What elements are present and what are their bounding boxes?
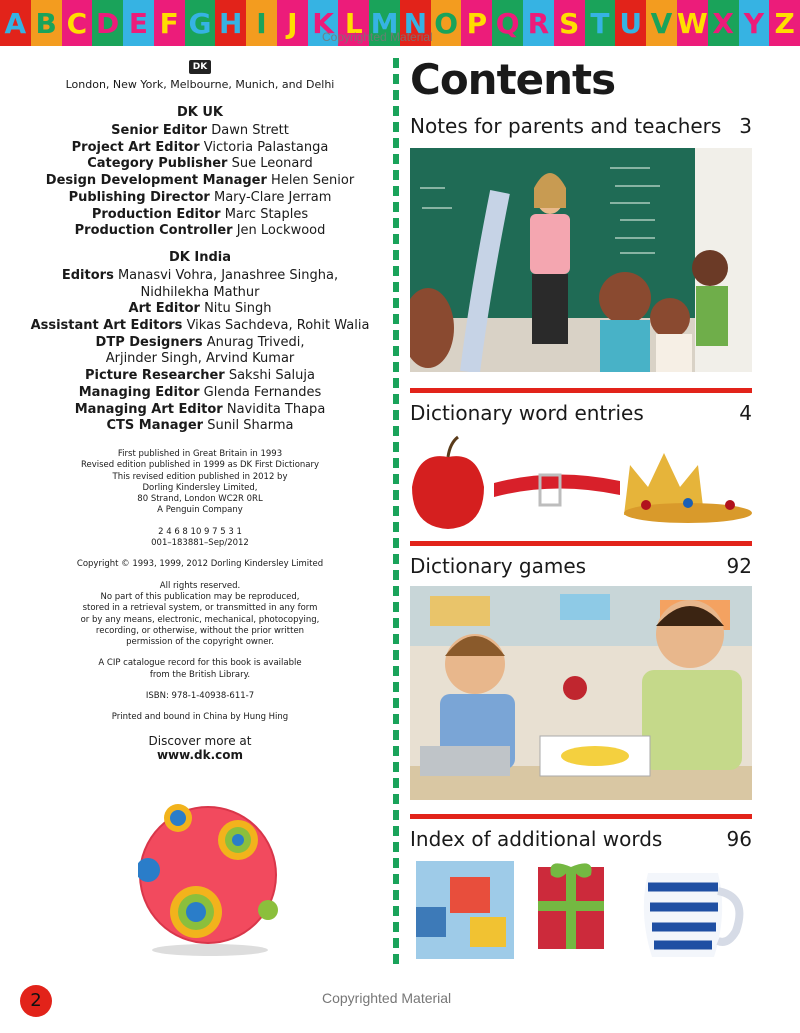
rights-line: permission of the copyright owner. xyxy=(126,637,274,648)
alphabet-letter: U xyxy=(615,0,646,46)
credit-role: CTS Manager xyxy=(106,418,204,434)
alphabet-letter: L xyxy=(338,0,369,46)
credit-name: Sunil Sharma xyxy=(207,418,294,434)
alphabet-letter: E xyxy=(123,0,154,46)
alphabet-letter: P xyxy=(461,0,492,46)
alphabet-letter: A xyxy=(0,0,31,46)
contents-title: Contents xyxy=(410,55,616,104)
discover-more xyxy=(20,734,380,762)
contents-entry[interactable] xyxy=(410,401,752,425)
credit-name: Glenda Fernandes xyxy=(203,384,322,400)
credit-role: Assistant Art Editors xyxy=(30,318,183,334)
alphabet-letter: N xyxy=(400,0,431,46)
credit-line xyxy=(20,318,380,335)
credit-name: Anurag Trivedi, xyxy=(206,334,305,350)
credit-line xyxy=(20,335,380,352)
alphabet-letter: S xyxy=(554,0,585,46)
alphabet-letter: I xyxy=(246,0,277,46)
credit-name: Victoria Palastanga xyxy=(203,139,329,155)
publication-info xyxy=(20,449,380,724)
cip-line: from the British Library. xyxy=(149,669,251,680)
credit-line xyxy=(20,285,380,302)
dk-uk-heading: DK UK xyxy=(176,105,224,120)
publication-line: A Penguin Company xyxy=(157,505,243,516)
credit-line xyxy=(20,368,380,385)
credit-name: Manasvi Vohra, Janashree Singha, xyxy=(117,267,339,283)
print-code-line: 2 4 6 8 10 9 7 5 3 1 xyxy=(158,526,242,537)
watermark-top: Copyrighted Material xyxy=(322,30,433,44)
section-rule xyxy=(410,388,752,393)
entry-label: Dictionary word entries xyxy=(410,401,644,425)
dashed-divider xyxy=(393,58,399,970)
credit-role: Managing Art Editor xyxy=(74,401,223,417)
credit-name: Nitu Singh xyxy=(204,301,272,317)
entry-page: 92 xyxy=(726,554,752,578)
credit-line xyxy=(20,190,380,207)
rights-line: stored in a retrieval system, or transmitted in any form xyxy=(82,603,318,614)
credit-name: Navidita Thapa xyxy=(226,401,326,417)
word-entries-photo xyxy=(410,431,752,531)
credit-line xyxy=(20,351,380,368)
alphabet-letter: W xyxy=(677,0,708,46)
credit-name: Arjinder Singh, Arvind Kumar xyxy=(105,351,295,367)
dk-india-heading: DK India xyxy=(168,249,232,265)
entry-page: 4 xyxy=(739,401,752,425)
credit-line xyxy=(20,156,380,173)
credit-name: Nidhilekha Mathur xyxy=(140,284,260,300)
alphabet-letter: B xyxy=(31,0,62,46)
credit-name: Jen Lockwood xyxy=(236,223,326,239)
classroom-photo xyxy=(410,148,752,372)
credit-name: Marc Staples xyxy=(224,206,309,222)
alphabet-letter: V xyxy=(646,0,677,46)
credit-role: DTP Designers xyxy=(95,334,203,350)
credit-name: Mary-Clare Jerram xyxy=(213,189,332,205)
credit-role: Senior Editor xyxy=(111,123,208,138)
rights-line: recording, or otherwise, without the prior written xyxy=(95,625,305,636)
alphabet-letter: G xyxy=(185,0,216,46)
credit-name: Sue Leonard xyxy=(231,156,313,172)
alphabet-letter: O xyxy=(431,0,462,46)
rights-line: or by any means, electronic, mechanical, photocopying, xyxy=(80,614,320,625)
credit-name: Helen Senior xyxy=(271,173,355,189)
credit-role: Production Controller xyxy=(74,223,233,239)
alphabet-letter: J xyxy=(277,0,308,46)
section-rule xyxy=(410,541,752,546)
cities-line: London, New York, Melbourne, Munich, and Delhi xyxy=(65,78,335,91)
entry-page: 96 xyxy=(726,827,752,851)
entry-label: Dictionary games xyxy=(410,554,587,578)
credit-role: Production Editor xyxy=(91,206,221,222)
alphabet-letter: Q xyxy=(492,0,523,46)
alphabet-letter: T xyxy=(585,0,616,46)
entry-label: Index of additional words xyxy=(410,827,663,851)
alphabet-letter: M xyxy=(369,0,400,46)
alphabet-letter: H xyxy=(215,0,246,46)
credit-role: Project Art Editor xyxy=(71,139,200,155)
isbn-line: ISBN: 978-1-40938-611-7 xyxy=(145,691,255,701)
credit-role: Publishing Director xyxy=(68,189,210,205)
ball-image xyxy=(138,800,278,956)
dk-india-credits xyxy=(20,268,380,435)
alphabet-letter: R xyxy=(523,0,554,46)
credit-role: Picture Researcher xyxy=(85,368,225,384)
credit-line xyxy=(20,402,380,419)
copyright-line: Copyright © 1993, 1999, 2012 Dorling Kindersley Limited xyxy=(76,559,324,570)
credit-role: Design Development Manager xyxy=(45,173,267,189)
contents-entry[interactable] xyxy=(410,114,752,138)
credit-role: Managing Editor xyxy=(78,384,200,400)
rights-line: No part of this publication may be reproduced, xyxy=(100,591,300,602)
credit-name: Sakshi Saluja xyxy=(228,368,315,384)
contents-entry[interactable] xyxy=(410,827,752,851)
website-link[interactable]: www.dk.com xyxy=(156,747,244,762)
rights-line: All rights reserved. xyxy=(159,580,241,591)
credit-role: Category Publisher xyxy=(87,156,228,172)
contents-column xyxy=(410,54,752,963)
credit-name: Vikas Sachdeva, Rohit Walia xyxy=(186,318,370,334)
alphabet-letter: Z xyxy=(769,0,800,46)
credit-line xyxy=(20,207,380,224)
credit-line xyxy=(20,173,380,190)
cip-line: A CIP catalogue record for this book is available xyxy=(98,658,302,669)
credit-line xyxy=(20,123,380,140)
publication-line: Dorling Kindersley Limited, xyxy=(142,482,258,493)
print-code-line: 001–183881–Sep/2012 xyxy=(151,538,249,549)
publication-line: This revised edition published in 2012 by xyxy=(112,471,288,482)
credit-line xyxy=(20,385,380,402)
watermark-bottom: Copyrighted Material xyxy=(322,990,452,1006)
contents-entry[interactable] xyxy=(410,554,752,578)
entry-label: Notes for parents and teachers xyxy=(410,114,722,138)
discover-more-text: Discover more at xyxy=(148,733,252,748)
publication-line: First published in Great Britain in 1993 xyxy=(117,448,283,459)
dk-logo-icon: DK xyxy=(189,60,211,74)
alphabet-letter: D xyxy=(92,0,123,46)
imprint-column xyxy=(20,60,380,762)
page-number-badge: 2 xyxy=(20,985,52,1017)
alphabet-letter: X xyxy=(708,0,739,46)
publication-line: Revised edition published in 1999 as DK First Dictionary xyxy=(80,460,320,471)
credit-line xyxy=(20,301,380,318)
dk-uk-credits xyxy=(20,123,380,240)
credit-role: Editors xyxy=(61,267,114,283)
credit-line xyxy=(20,140,380,157)
index-photo xyxy=(410,857,752,963)
games-photo xyxy=(410,586,752,800)
section-rule xyxy=(410,814,752,819)
alphabet-letter: K xyxy=(308,0,339,46)
alphabet-letter: C xyxy=(62,0,93,46)
printed-line: Printed and bound in China by Hung Hing xyxy=(111,712,289,723)
alphabet-letter: F xyxy=(154,0,185,46)
credit-name: Dawn Strett xyxy=(211,123,289,138)
credit-line xyxy=(20,268,380,285)
credit-line xyxy=(20,223,380,240)
entry-page: 3 xyxy=(739,114,752,138)
publication-line: 80 Strand, London WC2R 0RL xyxy=(137,494,263,505)
credit-line xyxy=(20,418,380,435)
alphabet-letter: Y xyxy=(739,0,770,46)
credit-role: Art Editor xyxy=(128,301,200,317)
